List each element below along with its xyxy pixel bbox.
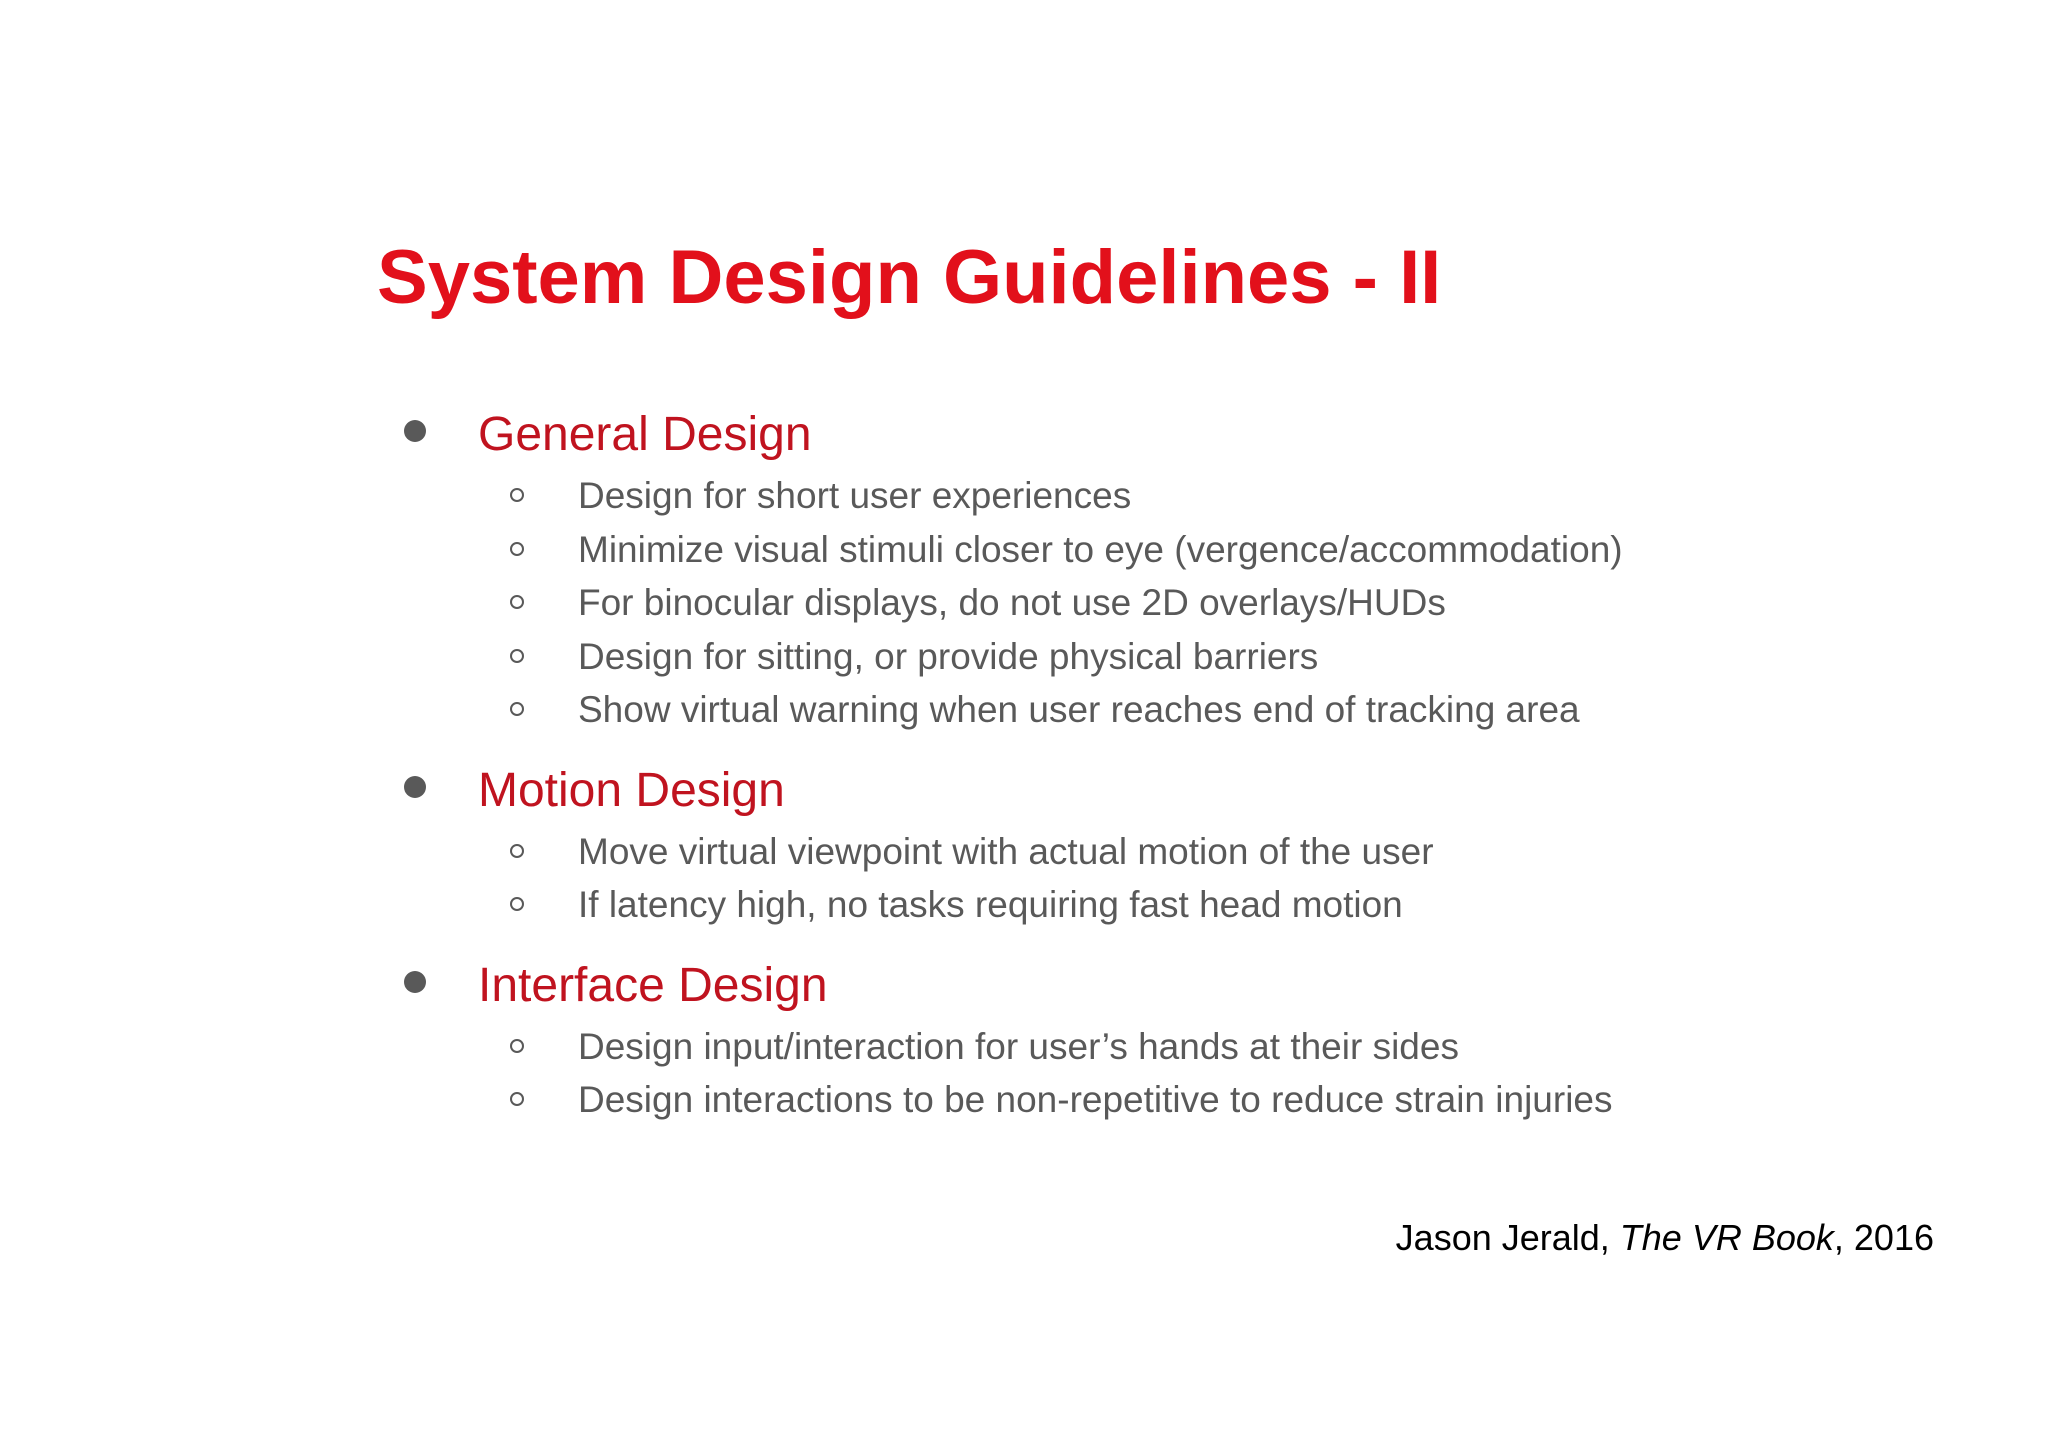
list-item-text: Design input/interaction for user’s hands at their sides <box>578 1025 1459 1067</box>
section-heading-row <box>400 756 1960 826</box>
list-item <box>400 577 1960 631</box>
list-item-text: If latency high, no tasks requiring fast head motion <box>578 884 1403 925</box>
hollow-bullet-icon <box>510 488 524 502</box>
list-item-text: Design interactions to be non-repetitive to reduce strain injuries <box>578 1079 1613 1120</box>
hollow-bullet-icon <box>510 595 524 609</box>
list-item <box>400 879 1960 933</box>
sub-list-general-design <box>400 470 1960 738</box>
citation-book-title: The VR Book <box>1619 1217 1834 1258</box>
list-item <box>400 631 1960 685</box>
list-item-text: Move virtual viewpoint with actual motion of the user <box>578 830 1434 872</box>
hollow-bullet-icon <box>510 1092 524 1106</box>
section-motion-design <box>400 756 1960 933</box>
section-general-design <box>400 400 1960 738</box>
hollow-bullet-icon <box>510 844 524 858</box>
hollow-bullet-icon <box>510 1039 524 1053</box>
list-item-text: For binocular displays, do not use 2D overlays/HUDs <box>578 582 1446 623</box>
list-item-text: Design for short user experiences <box>578 475 1132 516</box>
list-item <box>400 1021 1960 1075</box>
section-title-general-design: General Design <box>478 408 812 461</box>
sub-list-motion-design <box>400 826 1960 933</box>
filled-bullet-icon <box>404 420 426 442</box>
section-title-interface-design: Interface Design <box>478 958 828 1012</box>
list-item <box>400 826 1960 880</box>
list-item-text: Minimize visual stimuli closer to eye (vergence/accommodation) <box>578 528 1623 570</box>
slide-title: System Design Guidelines - II <box>377 235 1442 320</box>
section-interface-design <box>400 951 1960 1128</box>
hollow-bullet-icon <box>510 897 524 911</box>
citation-year: , 2016 <box>1833 1217 1934 1258</box>
list-item <box>400 684 1960 738</box>
list-item-text: Design for sitting, or provide physical barriers <box>578 635 1319 677</box>
list-item <box>400 524 1960 578</box>
hollow-bullet-icon <box>510 542 524 556</box>
hollow-bullet-icon <box>510 649 524 663</box>
guidelines-list <box>400 400 1960 1146</box>
sub-list-interface-design <box>400 1021 1960 1128</box>
list-item <box>400 470 1960 524</box>
list-item <box>400 1074 1960 1128</box>
section-heading-row <box>400 400 1960 470</box>
citation-author: Jason Jerald, <box>1395 1217 1620 1258</box>
citation <box>1396 1213 1934 1263</box>
section-heading-row <box>400 951 1960 1021</box>
list-item-text: Show virtual warning when user reaches end of tracking area <box>578 689 1580 730</box>
filled-bullet-icon <box>404 776 426 798</box>
section-title-motion-design: Motion Design <box>478 763 785 817</box>
hollow-bullet-icon <box>510 702 524 716</box>
filled-bullet-icon <box>404 971 426 993</box>
